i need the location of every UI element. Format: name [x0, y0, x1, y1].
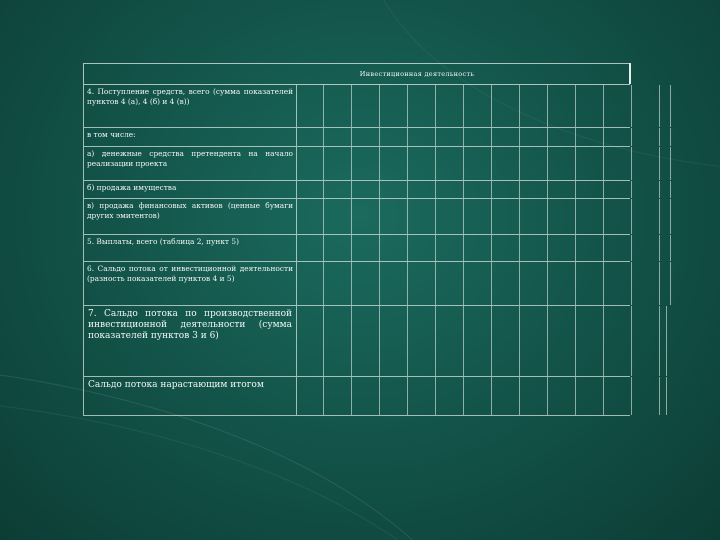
table-row — [83, 128, 630, 147]
table-cell — [324, 262, 352, 305]
table-cell — [660, 306, 667, 376]
table-cell — [548, 147, 576, 180]
row-cells — [297, 199, 671, 234]
table-cell — [492, 306, 520, 376]
table-cell — [576, 377, 604, 415]
investment-table — [83, 63, 630, 416]
table-cell — [576, 147, 604, 180]
table-cell — [352, 128, 380, 146]
table-cell — [464, 181, 492, 198]
table-cell — [408, 377, 436, 415]
table-cell — [408, 235, 436, 261]
table-cell — [380, 306, 408, 376]
table-cell — [492, 199, 520, 234]
table-cell — [352, 85, 380, 127]
table-cell — [297, 147, 324, 180]
table-cell — [660, 181, 671, 198]
table-cell — [380, 147, 408, 180]
table-cell — [408, 128, 436, 146]
table-cell — [324, 235, 352, 261]
table-cell — [380, 199, 408, 234]
table-cell — [520, 181, 548, 198]
table-cell — [492, 377, 520, 415]
table-cell — [520, 147, 548, 180]
table-cell — [380, 85, 408, 127]
table-cell — [520, 377, 548, 415]
table-cell — [492, 262, 520, 305]
table-cell — [632, 306, 660, 376]
table-header — [83, 63, 630, 85]
table-cell — [297, 128, 324, 146]
table-cell — [464, 306, 492, 376]
row-cells — [297, 85, 671, 127]
table-cell — [324, 147, 352, 180]
table-cell — [380, 262, 408, 305]
table-row — [83, 262, 630, 306]
table-cell — [436, 181, 464, 198]
table-cell — [408, 262, 436, 305]
table-cell — [548, 377, 576, 415]
table-row — [83, 199, 630, 235]
table-row — [83, 306, 630, 377]
table-cell — [436, 377, 464, 415]
table-body — [83, 85, 630, 416]
table-cell — [520, 235, 548, 261]
row-label: в) продажа финансовых активов (ценные бумаги других эмитентов) — [83, 199, 297, 234]
table-cell — [520, 85, 548, 127]
table-cell — [576, 306, 604, 376]
table-cell — [604, 199, 632, 234]
table-cell — [520, 306, 548, 376]
table-cell — [324, 85, 352, 127]
table-cell — [548, 85, 576, 127]
table-cell — [660, 262, 671, 305]
table-cell — [548, 181, 576, 198]
row-label: 6. Сальдо потока от инвестиционной деятельности (разность показателей пунктов 4 и 5) — [83, 262, 297, 305]
table-cell — [548, 306, 576, 376]
row-cells — [297, 147, 671, 180]
table-cell — [324, 128, 352, 146]
table-cell — [324, 306, 352, 376]
table-cell — [324, 377, 352, 415]
table-row — [83, 147, 630, 181]
table-cell — [380, 235, 408, 261]
table-cell — [436, 199, 464, 234]
table-cell — [464, 235, 492, 261]
row-cells — [297, 128, 671, 146]
table-cell — [660, 147, 671, 180]
table-row — [83, 377, 630, 416]
table-cell — [520, 199, 548, 234]
row-cells — [297, 306, 667, 376]
table-cell — [464, 262, 492, 305]
table-cell — [436, 147, 464, 180]
header-edge-bar — [629, 63, 631, 84]
table-cell — [324, 199, 352, 234]
table-cell — [660, 199, 671, 234]
table-cell — [632, 377, 660, 415]
row-label: б) продажа имущества — [83, 181, 297, 198]
table-cell — [632, 85, 660, 127]
table-cell — [492, 147, 520, 180]
table-cell — [352, 377, 380, 415]
table-cell — [492, 85, 520, 127]
table-cell — [436, 235, 464, 261]
table-cell — [632, 262, 660, 305]
table-cell — [520, 262, 548, 305]
row-cells — [297, 377, 667, 415]
table-cell — [660, 377, 667, 415]
table-cell — [436, 262, 464, 305]
table-cell — [604, 377, 632, 415]
row-label: Сальдо потока нарастающим итогом — [83, 377, 297, 415]
table-cell — [380, 377, 408, 415]
row-cells — [297, 181, 671, 198]
table-cell — [408, 306, 436, 376]
table-cell — [660, 128, 671, 146]
table-cell — [297, 85, 324, 127]
table-cell — [576, 85, 604, 127]
table-cell — [632, 235, 660, 261]
table-cell — [660, 235, 671, 261]
table-cell — [297, 199, 324, 234]
table-cell — [604, 147, 632, 180]
table-cell — [352, 181, 380, 198]
table-cell — [297, 235, 324, 261]
table-cell — [352, 262, 380, 305]
table-cell — [548, 128, 576, 146]
row-label: в том числе: — [83, 128, 297, 146]
table-header-title: Инвестиционная деятельность — [359, 70, 475, 78]
table-cell — [352, 199, 380, 234]
table-cell — [576, 199, 604, 234]
table-cell — [436, 128, 464, 146]
table-cell — [520, 128, 548, 146]
table-cell — [604, 85, 632, 127]
table-cell — [436, 85, 464, 127]
table-cell — [604, 128, 632, 146]
table-cell — [464, 85, 492, 127]
table-cell — [576, 235, 604, 261]
table-cell — [492, 181, 520, 198]
table-cell — [604, 181, 632, 198]
table-cell — [297, 181, 324, 198]
table-cell — [576, 181, 604, 198]
table-cell — [297, 377, 324, 415]
table-cell — [436, 306, 464, 376]
table-row — [83, 235, 630, 262]
table-cell — [632, 128, 660, 146]
table-cell — [352, 147, 380, 180]
table-cell — [604, 262, 632, 305]
table-cell — [604, 306, 632, 376]
table-cell — [464, 377, 492, 415]
table-cell — [380, 181, 408, 198]
table-cell — [352, 235, 380, 261]
table-cell — [632, 181, 660, 198]
table-cell — [604, 235, 632, 261]
table-cell — [408, 85, 436, 127]
table-cell — [548, 235, 576, 261]
table-cell — [408, 147, 436, 180]
table-cell — [408, 181, 436, 198]
row-label: 5. Выплаты, всего (таблица 2, пункт 5) — [83, 235, 297, 261]
table-cell — [464, 147, 492, 180]
table-cell — [324, 181, 352, 198]
table-cell — [576, 128, 604, 146]
table-cell — [297, 306, 324, 376]
table-cell — [408, 199, 436, 234]
row-label: а) денежные средства претендента на начало реализации проекта — [83, 147, 297, 180]
table-row — [83, 85, 630, 128]
table-cell — [576, 262, 604, 305]
table-cell — [352, 306, 380, 376]
row-label: 4. Поступление средств, всего (сумма показателей пунктов 4 (а), 4 (б) и 4 (в)) — [83, 85, 297, 127]
table-cell — [548, 199, 576, 234]
table-cell — [492, 235, 520, 261]
table-cell — [632, 147, 660, 180]
row-cells — [297, 262, 671, 305]
row-label: 7. Сальдо потока по производственной инвестиционной деятельности (сумма показателей пунктов 3 и 6) — [83, 306, 297, 376]
table-cell — [297, 262, 324, 305]
table-cell — [548, 262, 576, 305]
row-cells — [297, 235, 671, 261]
table-cell — [492, 128, 520, 146]
table-cell — [464, 199, 492, 234]
table-cell — [660, 85, 671, 127]
table-row — [83, 181, 630, 199]
table-cell — [380, 128, 408, 146]
table-cell — [464, 128, 492, 146]
table-cell — [632, 199, 660, 234]
